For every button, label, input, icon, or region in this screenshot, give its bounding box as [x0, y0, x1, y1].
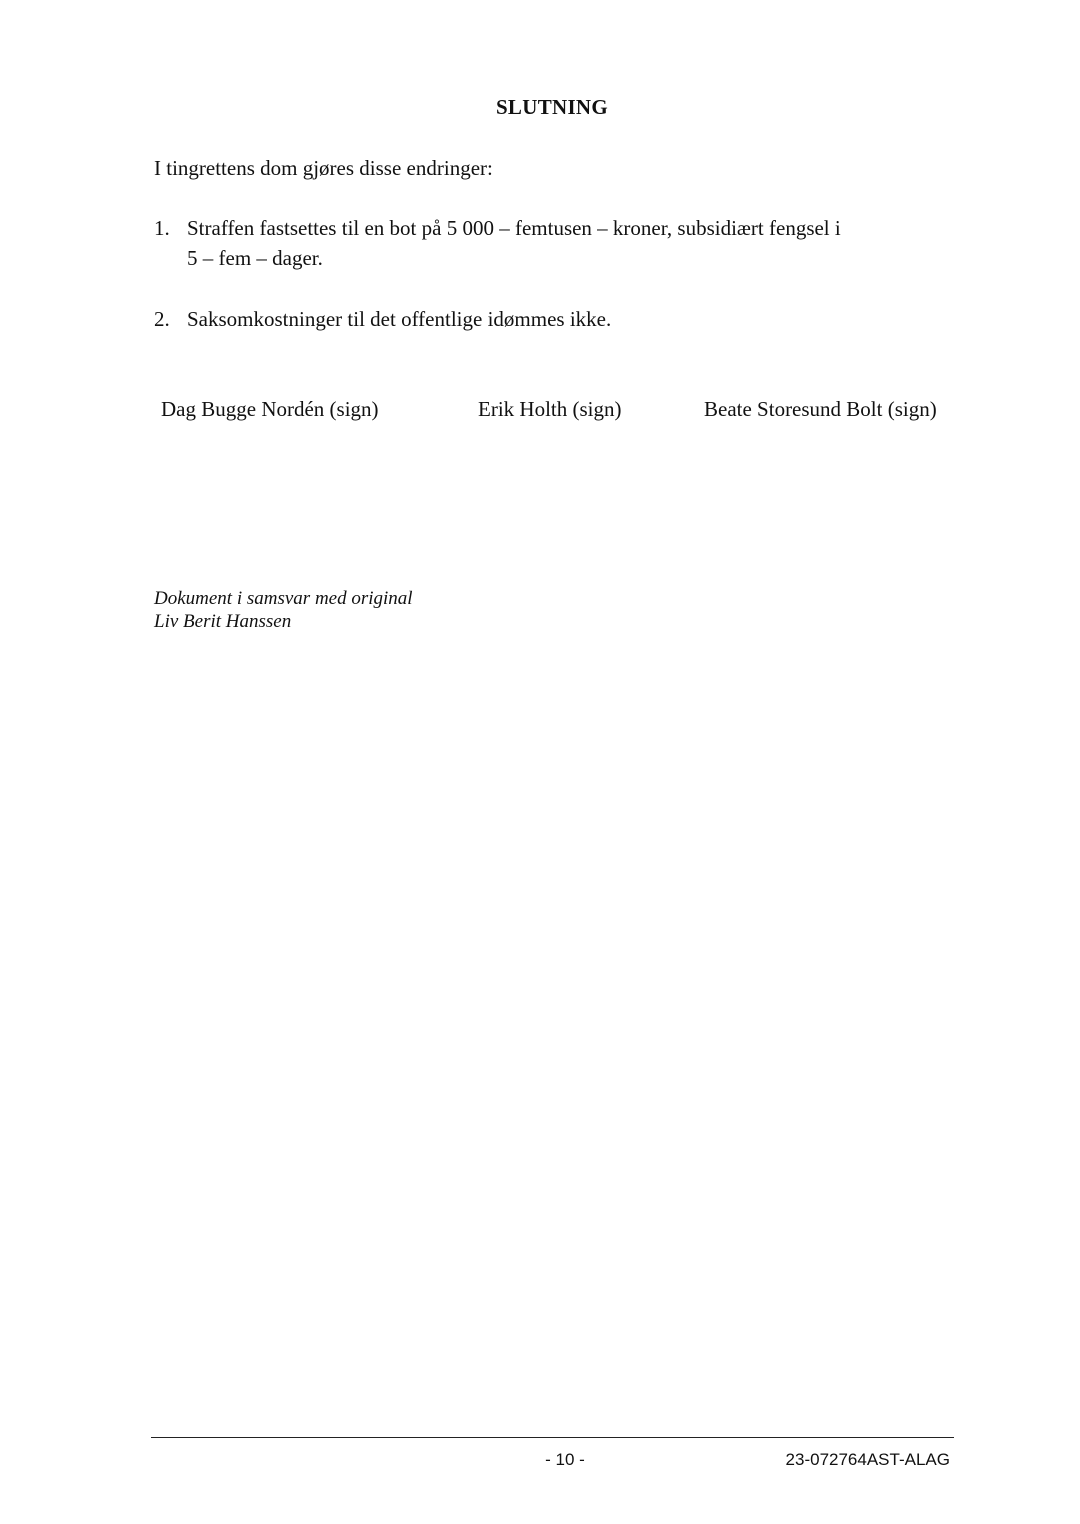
certifier-name: Liv Berit Hanssen — [154, 611, 292, 632]
intro-text: I tingrettens dom gjøres disse endringer: — [154, 156, 493, 180]
list-item-line: Straffen fastsettes til en bot på 5 000 – femtusen – kroner, subsidiært fengsel i — [187, 216, 841, 240]
list-item-line: Saksomkostninger til det offentlige idømmes ikke. — [187, 307, 612, 331]
list-item-number: 2. — [154, 307, 170, 331]
list-item-text — [187, 304, 907, 334]
page-number: - 10 - — [545, 1450, 585, 1469]
list-item-line: 5 – fem – dager. — [187, 246, 323, 270]
footer-divider — [151, 1437, 954, 1438]
list-item-text — [187, 213, 907, 273]
signature-judge-3: Beate Storesund Bolt (sign) — [704, 397, 937, 421]
signature-judge-1: Dag Bugge Nordén (sign) — [161, 397, 379, 421]
certification-note — [154, 587, 413, 633]
certification-line: Dokument i samsvar med original — [154, 588, 413, 609]
case-number: 23-072764AST-ALAG — [785, 1450, 950, 1469]
list-item — [154, 304, 914, 334]
list-item-number: 1. — [154, 216, 170, 240]
section-heading: SLUTNING — [495, 95, 609, 119]
signature-judge-2: Erik Holth (sign) — [478, 397, 622, 421]
list-item — [154, 213, 914, 273]
